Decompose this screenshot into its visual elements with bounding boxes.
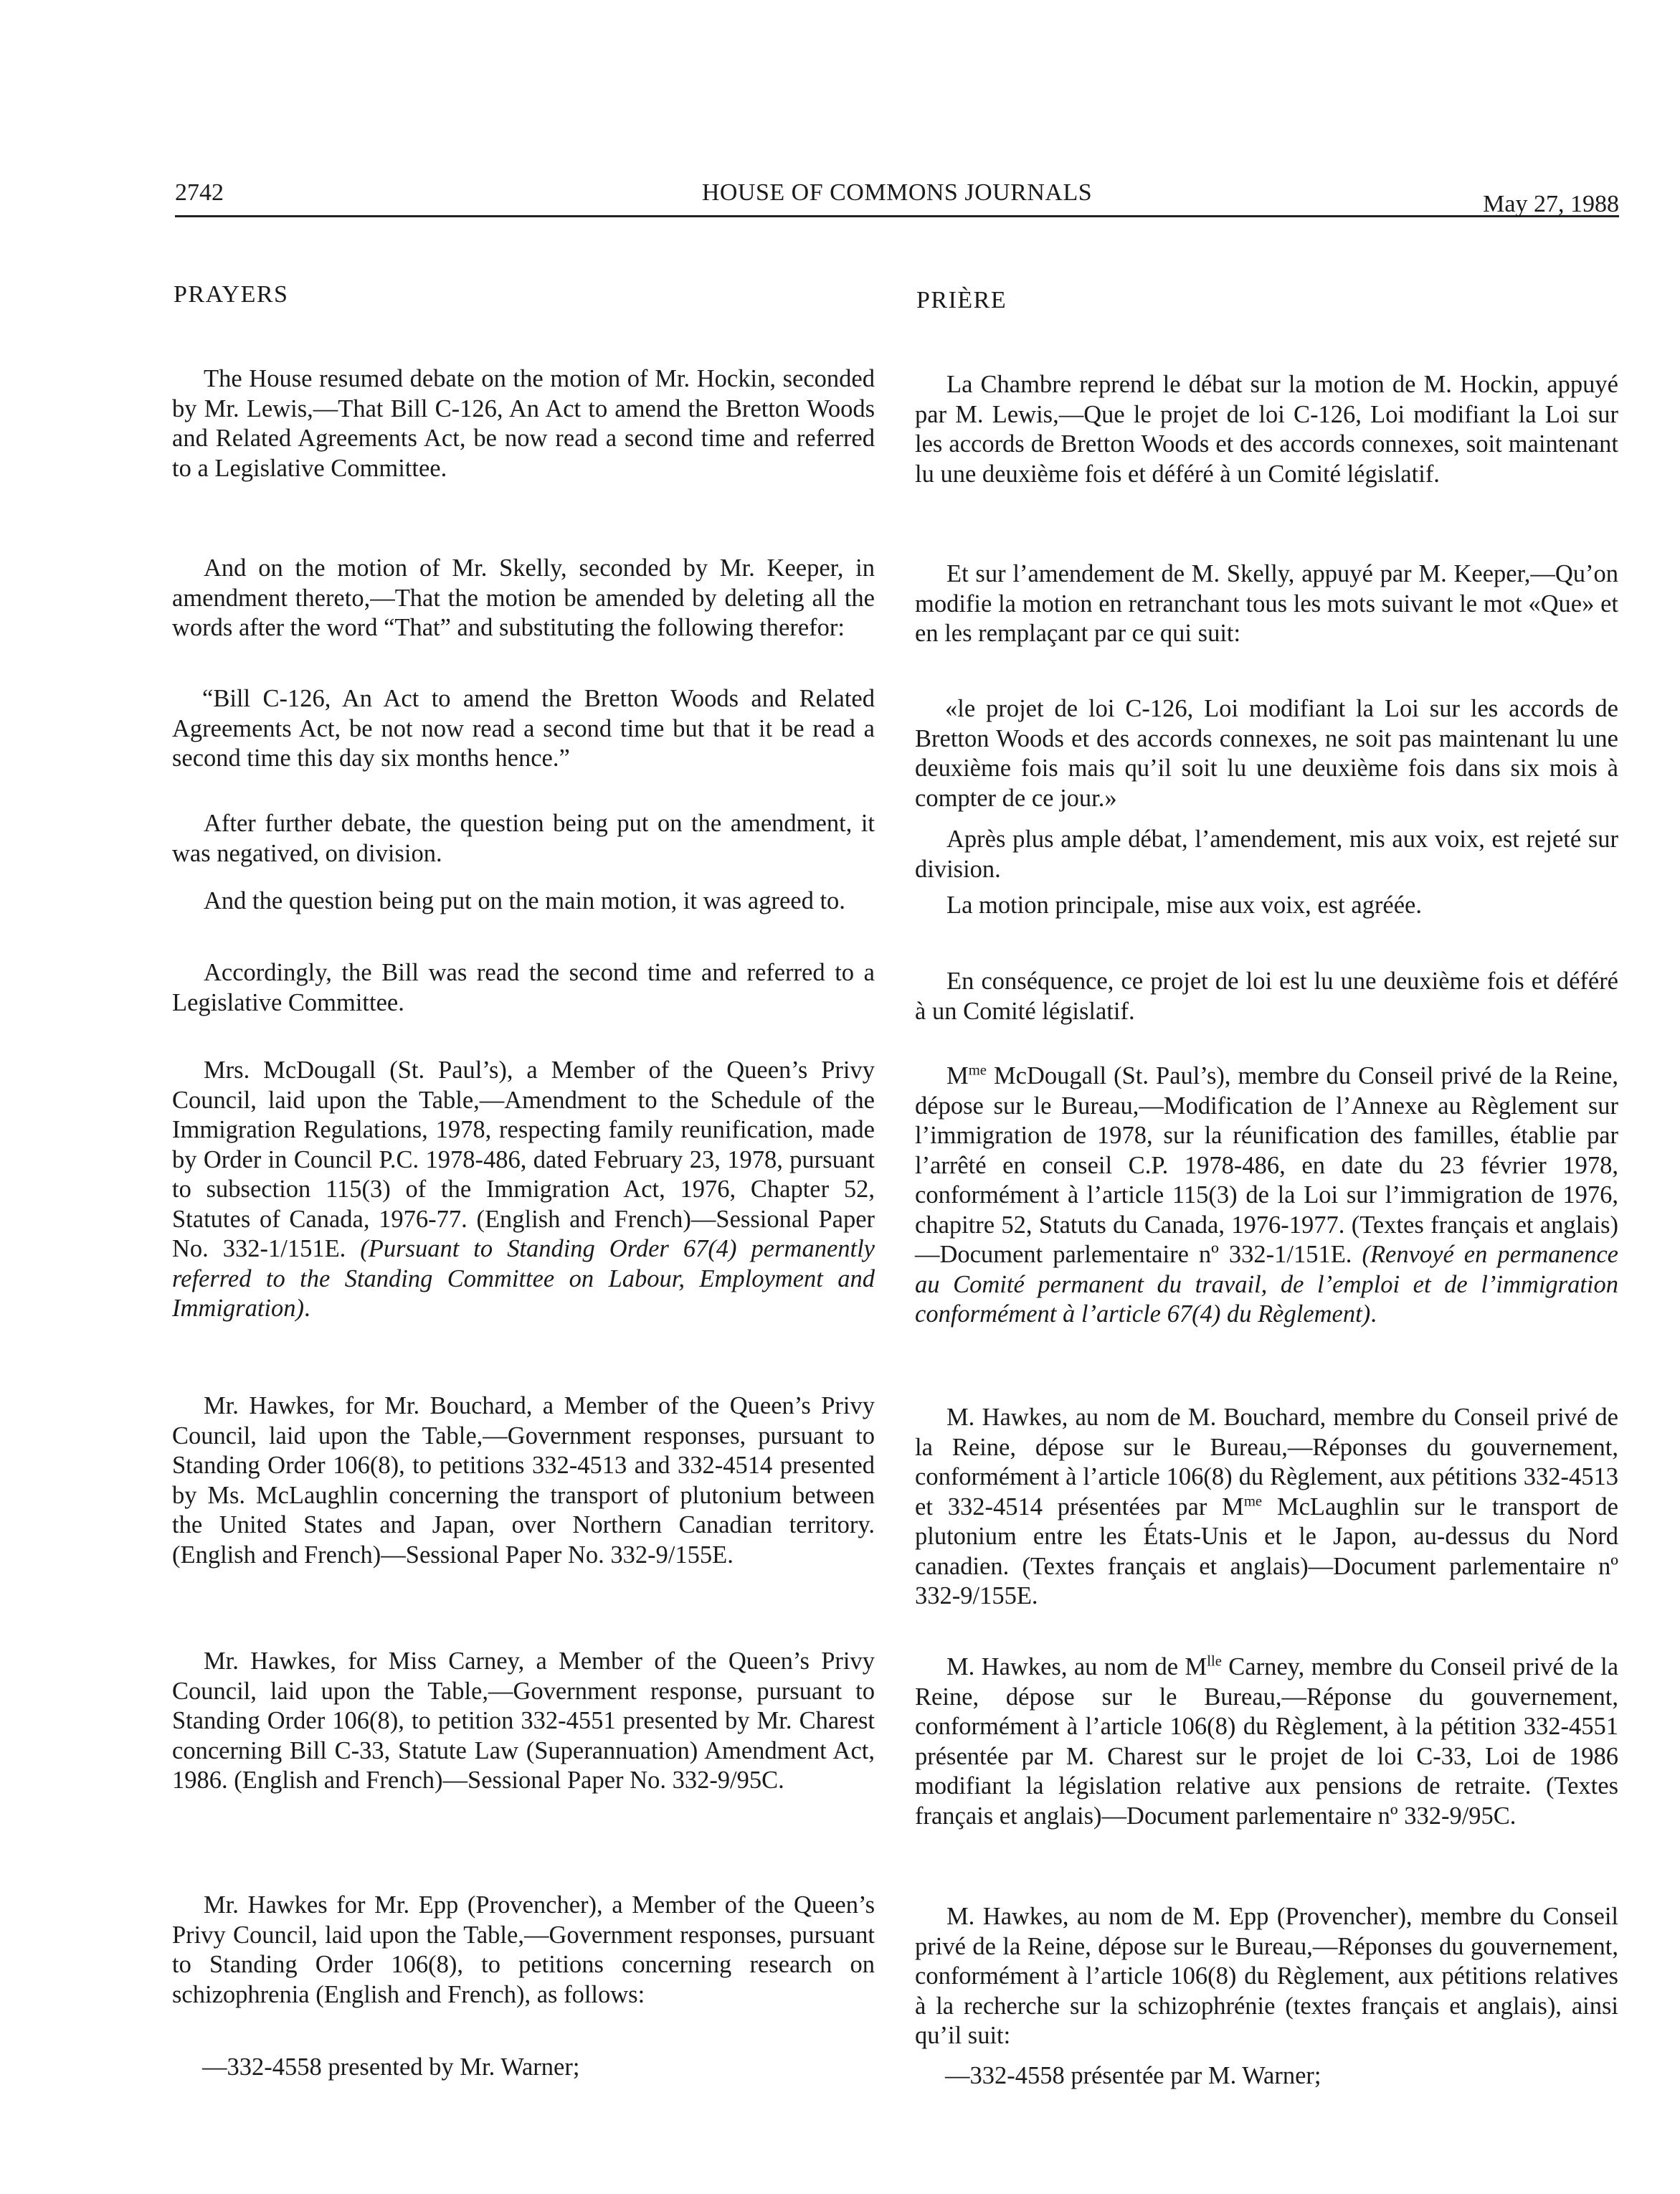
en-quote-amendment: “Bill C-126, An Act to amend the Bretton Woods and Related Agreements Act, be not now read a second time but that it be read a second time this day six months hence.” [172, 685, 875, 772]
fr-carney-text-a: M. Hawkes, au nom de M [946, 1653, 1207, 1680]
fr-quote-amendement: «le projet de loi C-126, Loi modifiant la Loi sur les accords de Bretton Woods et des accords connexes, ne soit pas maintenant lu une deuxième fois mais qu’il soit lu une deuxième fois dans six mois à compter de ce jour.» [915, 695, 1618, 812]
fr-carney-text-b: Carney, membre du Conseil privé de la Reine, dépose sur le Bureau,—Réponse du gouvernement, conformément à l’article 106(8) du Règlement, à la pétition 332-4551 présentée par M. Charest sur le projet de loi C-33, Loi de 1986 modifiant la législation relative aux pensions de retraite. (Textes français et anglais)—Document parlementaire nº 332-9/95C. [915, 1653, 1619, 1830]
fr-bouchard-sup: me [1243, 1493, 1263, 1509]
fr-mcdougall-end: . [1370, 1300, 1377, 1328]
journal-date: May 27, 1988 [1483, 191, 1619, 217]
en-paragraph-debate: The House resumed debate on the motion of Mr. Hockin, seconded by Mr. Lewis,—That Bill C-126, An Act to amend the Bretton Woods and Related Agreements Act, be now read a second time and referred to a Legislative Committee. [172, 365, 875, 482]
en-paragraph-amendment: And on the motion of Mr. Skelly, seconded by Mr. Keeper, in amendment thereto,—That the motion be amended by deleting all the words after the word “That” and substituting the following therefor: [172, 554, 875, 641]
fr-paragraph-hawkes-epp: M. Hawkes, au nom de M. Epp (Provencher), membre du Conseil privé de la Reine, dépose sur le Bureau,—Réponses du gouvernement, conformément à l’article 106(8) du Règlement, aux pétitions relatives à la recherche sur la schizophrénie (textes français et anglais), ainsi qu’il suit: [915, 1903, 1618, 2049]
heading-prayers: PRAYERS [174, 281, 289, 308]
en-paragraph-hawkes-bouchard: Mr. Hawkes, for Mr. Bouchard, a Member of the Queen’s Privy Council, laid upon the Table,—Government responses, pursuant to Standing Order 106(8), to petitions 332-4513 and 332-4514 presented by Ms. McLaughlin concerning the transport of plutonium between the United States and Japan, over Northern Canadian territory. (English and French)—Sessional Paper No. 332-9/155E. [172, 1392, 875, 1569]
fr-carney-sup: lle [1207, 1653, 1222, 1670]
en-petition-item: —332-4558 presented by Mr. Warner; [202, 2053, 580, 2081]
en-paragraph-hawkes-epp: Mr. Hawkes for Mr. Epp (Provencher), a Member of the Queen’s Privy Council, laid upon the Table,—Government responses, pursuant to Standing Order 106(8), to petitions concerning research on schizophrenia (English and French), as follows: [172, 1891, 875, 2008]
fr-bouchard-text-b: McLaughlin sur le transport de plutonium entre les États-Unis et le Japon, au-dessus du Nord canadien. (Textes français et anglais)—Document parlementaire nº 332-9/155E. [915, 1493, 1618, 1609]
en-mcdougall-end: . [304, 1295, 310, 1322]
journal-title: HOUSE OF COMMONS JOURNALS [701, 179, 1093, 206]
fr-paragraph-amendement: Et sur l’amendement de M. Skelly, appuyé par M. Keeper,—Qu’on modifie la motion en retranchant tous les mots suivant le mot «Que» et en les remplaçant par ce qui suit: [915, 560, 1618, 647]
heading-priere: PRIÈRE [916, 287, 1007, 313]
en-paragraph-hawkes-carney: Mr. Hawkes, for Miss Carney, a Member of the Queen’s Privy Council, laid upon the Table,—Government response, pursuant to Standing Order 106(8), to petition 332-4551 presented by Mr. Charest concerning Bill C-33, Statute Law (Superannuation) Amendment Act, 1986. (English and French)—Sessional Paper No. 332-9/95C. [172, 1647, 875, 1794]
fr-paragraph-hawkes-bouchard [915, 1403, 1618, 1612]
fr-paragraph-debat: La Chambre reprend le débat sur la motion de M. Hockin, appuyé par M. Lewis,—Que le projet de loi C-126, Loi modifiant la Loi sur les accords de Bretton Woods et des accords connexes, soit maintenant lu une deuxième fois et déféré à un Comité législatif. [915, 371, 1618, 488]
english-column [172, 364, 875, 2086]
page-number: 2742 [175, 179, 224, 206]
fr-paragraph-hawkes-carney [915, 1652, 1618, 1831]
fr-paragraph-deuxieme-lecture: En conséquence, ce projet de loi est lu une deuxième fois et déféré à un Comité législatif. [915, 968, 1618, 1025]
french-column [915, 370, 1618, 2091]
fr-mcdougall-renvoi: (Renvoyé en permanence au Comité permanent du travail, de l’emploi et de l’immigration conformément à l’article 67(4) du Règlement) [915, 1241, 1618, 1328]
fr-mcdougall-title: M [946, 1062, 969, 1089]
fr-paragraph-mcdougall [915, 1061, 1618, 1330]
en-paragraph-mcdougall [172, 1056, 875, 1324]
fr-mcdougall-text: McDougall (St. Paul’s), membre du Conseil privé de la Reine, dépose sur le Bureau,—Modification de l’Annexe au Règlement sur l’immigration de 1978, sur la réunification des familles, établie par l’arrêté en conseil C.P. 1978-486, en date du 23 février 1978, conformément à l’article 115(3) de la Loi sur l’immigration de 1976, chapitre 52, Statuts du Canada, 1976-1977. (Textes français et anglais)—Document parlementaire nº 332-1/151E. [915, 1062, 1618, 1268]
fr-paragraph-rejete: Après plus ample débat, l’amendement, mis aux voix, est rejeté sur division. [915, 826, 1618, 883]
en-mcdougall-referral: (Pursuant to Standing Order 67(4) permanently referred to the Standing Committee on Labour, Employment and Immigration) [172, 1235, 875, 1322]
en-mcdougall-text: Mrs. McDougall (St. Paul’s), a Member of the Queen’s Privy Council, laid upon the Table,—Amendment to the Schedule of the Immigration Regulations, 1978, respecting family reunification, made by Order in Council P.C. 1978-486, dated February 23, 1978, pursuant to subsection 115(3) of the Immigration Act, 1976, Chapter 52, Statutes of Canada, 1976-77. (English and French)—Sessional Paper No. 332-1/151E. [172, 1056, 875, 1262]
running-head [175, 179, 1619, 217]
fr-paragraph-motion-principale: La motion principale, mise aux voix, est agréée. [946, 892, 1422, 919]
fr-bouchard-text-a: M. Hawkes, au nom de M. Bouchard, membre du Conseil privé de la Reine, dépose sur le Bureau,—Réponses du gouvernement, conformément à l’article 106(8) du Règlement, aux pétitions 332-4513 et 332-4514 présentées par M [915, 1404, 1618, 1521]
en-paragraph-negatived: After further debate, the question being put on the amendment, it was negatived, on division. [172, 810, 875, 867]
fr-petition-item: —332-4558 présentée par M. Warner; [945, 2062, 1321, 2089]
en-paragraph-main-motion: And the question being put on the main motion, it was agreed to. [204, 887, 845, 914]
fr-mcdougall-title-sup: me [968, 1062, 987, 1079]
en-paragraph-second-reading: Accordingly, the Bill was read the second time and referred to a Legislative Committee. [172, 959, 875, 1016]
